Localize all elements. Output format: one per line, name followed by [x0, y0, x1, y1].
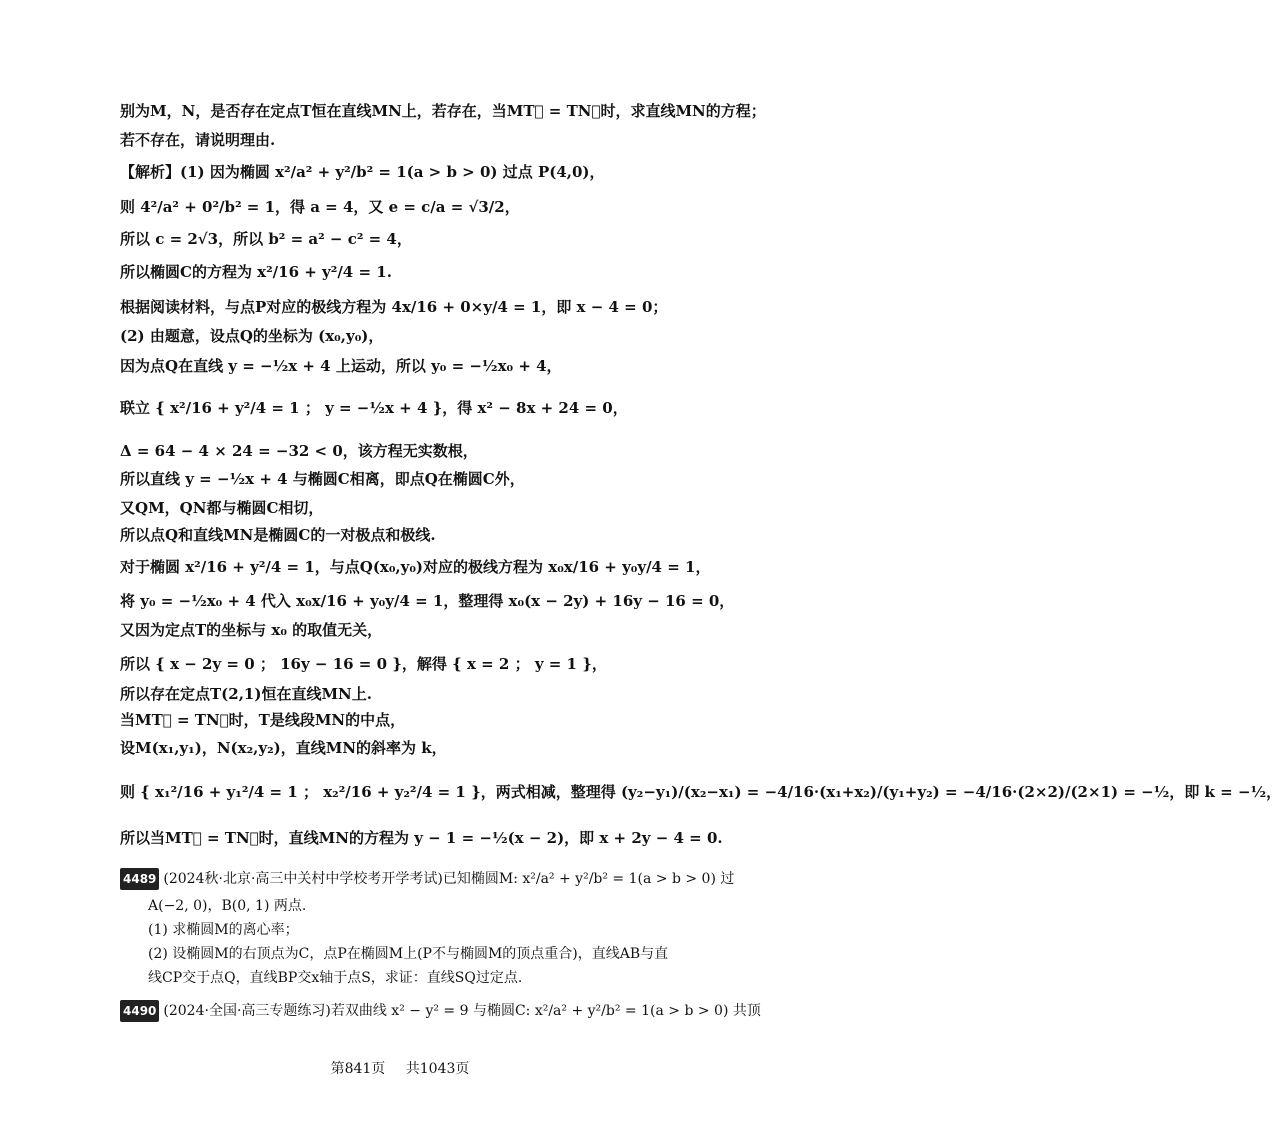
solution-line: 所以 c = 2√3，所以 b² = a² − c² = 4，	[120, 230, 412, 248]
solution-line: 因为点Q在直线 y = −½x + 4 上运动，所以 y₀ = −½x₀ + 4，	[120, 357, 562, 375]
problem-number-badge: 4490	[120, 1000, 159, 1022]
solution-line: 所以椭圆C的方程为 x²/16 + y²/4 = 1.	[120, 263, 392, 281]
problem-statement: (2024秋·北京·高三中关村中学校考开学考试)已知椭圆M: x²/a² + y²/b² = 1(a > b > 0) 过	[163, 871, 735, 887]
problem-header	[120, 868, 734, 890]
solution-line: Δ = 64 − 4 × 24 = −32 < 0，该方程无实数根，	[120, 442, 478, 460]
solution-line: 对于椭圆 x²/16 + y²/4 = 1，与点Q(x₀,y₀)对应的极线方程为 x₀x/16 + y₀y/4 = 1，	[120, 558, 711, 576]
solution-line: 联立 { x²/16 + y²/4 = 1 ； y = −½x + 4 }，得 x² − 8x + 24 = 0，	[120, 399, 628, 417]
solution-line: 所以点Q和直线MN是椭圆C的一对极点和极线.	[120, 526, 436, 544]
solution-line: 【解析】(1) 因为椭圆 x²/a² + y²/b² = 1(a > b > 0) 过点 P(4,0)，	[120, 163, 605, 181]
solution-line: 别为M，N，是否存在定点T恒在直线MN上，若存在，当MT⃗ = TN⃗时，求直线MN的方程；	[120, 102, 766, 120]
solution-line: 根据阅读材料，与点P对应的极线方程为 4x/16 + 0×y/4 = 1，即 x − 4 = 0；	[120, 298, 668, 316]
page-footer	[0, 1058, 800, 1078]
problem-line: 线CP交于点Q，直线BP交x轴于点S，求证：直线SQ过定点.	[148, 970, 523, 986]
solution-line: (2) 由题意，设点Q的坐标为 (x₀,y₀)，	[120, 327, 384, 345]
solution-line: 又QM，QN都与椭圆C相切，	[120, 499, 324, 517]
problem-statement: (2024·全国·高三专题练习)若双曲线 x² − y² = 9 与椭圆C: x²/a² + y²/b² = 1(a > b > 0) 共顶	[163, 1003, 761, 1019]
solution-line: 所以 { x − 2y = 0 ； 16y − 16 = 0 }，解得 { x = 2 ； y = 1 }，	[120, 655, 607, 673]
problem-header	[120, 1000, 761, 1022]
problem-line: (1) 求椭圆M的离心率；	[148, 922, 299, 938]
solution-line: 则 { x₁²/16 + y₁²/4 = 1 ； x₂²/16 + y₂²/4 = 1 }，两式相减，整理得 (y₂−y₁)/(x₂−x₁) = −4/16·(x₁+x₂)/(y₁+y₂) = −4/16·(2×2)/(2×1) = −½，即 k = −½，	[120, 783, 1281, 801]
page-number: 第841页	[330, 1061, 386, 1077]
solution-line: 又因为定点T的坐标与 x₀ 的取值无关，	[120, 621, 383, 639]
solution-line: 所以当MT⃗ = TN⃗时，直线MN的方程为 y − 1 = −½(x − 2)，即 x + 2y − 4 = 0.	[120, 829, 723, 847]
solution-line: 当MT⃗ = TN⃗时，T是线段MN的中点，	[120, 711, 406, 729]
solution-line: 所以直线 y = −½x + 4 与椭圆C相离，即点Q在椭圆C外，	[120, 470, 525, 488]
problem-number-badge: 4489	[120, 868, 159, 890]
solution-line: 将 y₀ = −½x₀ + 4 代入 x₀x/16 + y₀y/4 = 1，整理得 x₀(x − 2y) + 16y − 16 = 0，	[120, 592, 735, 610]
solution-line: 设M(x₁,y₁)，N(x₂,y₂)，直线MN的斜率为 k，	[120, 739, 447, 757]
solution-line: 若不存在，请说明理由.	[120, 131, 276, 149]
page-total: 共1043页	[405, 1061, 470, 1077]
solution-line: 所以存在定点T(2,1)恒在直线MN上.	[120, 685, 372, 703]
problem-line: (2) 设椭圆M的右顶点为C，点P在椭圆M上(P不与椭圆M的顶点重合)，直线AB与直	[148, 946, 669, 962]
problem-line: A(−2, 0)，B(0, 1) 两点.	[148, 898, 307, 914]
solution-line: 则 4²/a² + 0²/b² = 1，得 a = 4，又 e = c/a = √3/2，	[120, 198, 520, 216]
